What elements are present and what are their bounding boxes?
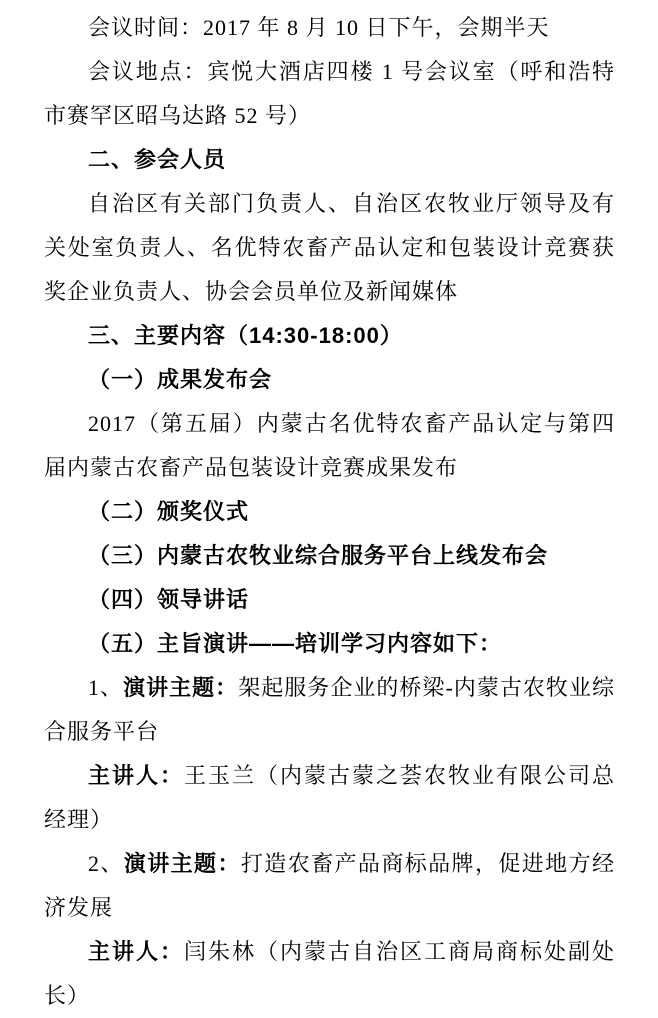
para-speech-topic-2 [44, 842, 615, 930]
heading-text: 二、参会人员 [88, 147, 227, 172]
heading-sub-4-leader-speech [44, 578, 615, 622]
speaker-name-text: 王玉兰（内蒙古蒙之荟农牧业有限公司总经理） [44, 763, 615, 832]
para-attendees-list [44, 182, 615, 314]
heading-text: （五）主旨演讲——培训学习内容如下： [88, 631, 503, 656]
heading-text: 三、主要内容（14:30-18:00） [88, 323, 403, 348]
heading-text: （一）成果发布会 [88, 367, 273, 392]
heading-section-3-main-content [44, 314, 615, 358]
speech-topic-label: 演讲主题： [123, 851, 241, 876]
speech-topic-text: 打造农畜产品商标品牌，促进地方经济发展 [44, 851, 615, 920]
heading-sub-3-platform-launch [44, 534, 615, 578]
meeting-location-text: 会议地点：宾悦大酒店四楼 1 号会议室（呼和浩特市赛罕区昭乌达路 52 号） [44, 59, 615, 128]
heading-section-2-attendees [44, 138, 615, 182]
results-release-text: 2017（第五届）内蒙古名优特农畜产品认定与第四届内蒙古农畜产品包装设计竞赛成果发布 [44, 411, 615, 480]
speaker-label: 主讲人： [88, 763, 184, 788]
list-number: 1、 [88, 675, 124, 700]
meeting-time-text: 会议时间：2017 年 8 月 10 日下午，会期半天 [88, 15, 550, 40]
speaker-name-text: 闫朱林（内蒙古自治区工商局商标处副处长） [44, 939, 615, 1008]
speech-topic-text: 架起服务企业的桥梁-内蒙古农牧业综合服务平台 [44, 675, 615, 744]
para-speaker-1 [44, 754, 615, 842]
para-meeting-location [44, 50, 615, 138]
para-results-release-desc [44, 402, 615, 490]
speech-topic-label: 演讲主题： [123, 675, 239, 700]
para-meeting-time [44, 6, 615, 50]
para-speaker-2 [44, 930, 615, 1018]
heading-text: （二）颁奖仪式 [88, 499, 250, 524]
attendees-text: 自治区有关部门负责人、自治区农牧业厅领导及有关处室负责人、名优特农畜产品认定和包装设计竞赛获奖企业负责人、协会会员单位及新闻媒体 [44, 191, 615, 304]
heading-sub-5-keynote-speech [44, 622, 615, 666]
heading-sub-2-award-ceremony [44, 490, 615, 534]
heading-text: （四）领导讲话 [88, 587, 250, 612]
list-number: 2、 [88, 851, 124, 876]
heading-text: （三）内蒙古农牧业综合服务平台上线发布会 [88, 543, 549, 568]
para-speech-topic-1 [44, 666, 615, 754]
speaker-label: 主讲人： [88, 939, 184, 964]
heading-sub-1-results-release [44, 358, 615, 402]
